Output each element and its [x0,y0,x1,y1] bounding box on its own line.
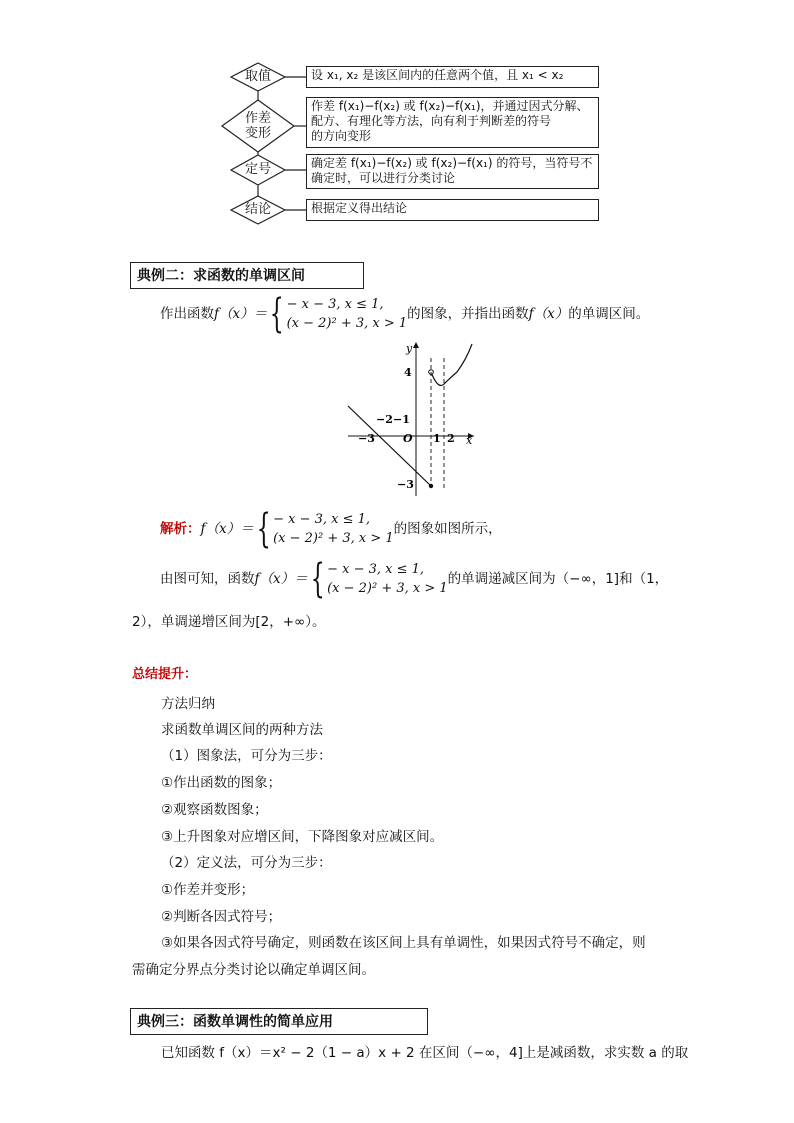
function-graph [340,338,480,498]
flow-step-label: 取值 [244,69,271,84]
case-line: (x − 2)² + 3, x > 1 [327,581,448,596]
case-line: (x − 2)² + 3, x > 1 [273,531,394,546]
summary-line: ②观察函数图象； [161,802,268,818]
summary-line: ③如果各因式符号确定，则函数在该区间上具有单调性，如果因式符号不确定，则 [161,935,646,951]
flow-step-box [306,97,599,148]
summary-line: ①作差并变形； [161,882,255,898]
section-heading: 典例二：求函数的单调区间 [130,262,364,289]
tick-label: −1 [393,413,410,426]
flow-step-label: 变形 [244,126,271,141]
summary-heading: 总结提升： [132,667,198,682]
summary-line: ③上升图象对应增区间，下降图象对应减区间。 [161,829,444,845]
conclusion-line-2: 2），单调递增区间为[2，+∞）。 [132,614,326,630]
flow-step-box [306,66,599,88]
origin-label: O [403,432,413,445]
example3-text: 已知函数 f（x）＝x² − 2（1 − a）x + 2 在区间（−∞，4]上是减函数，求实数 a 的取 [161,1045,689,1061]
function-notation: f（x） [528,306,569,322]
piecewise-cases [327,560,448,598]
piecewise-cases [287,295,408,333]
flow-step-text: 根据定义得出结论 [311,201,408,215]
brace-symbol: { [310,556,325,602]
analysis-line [160,507,502,551]
piecewise-function [308,556,448,602]
prompt-text: 的单调区间。 [568,306,650,322]
tick-label: 4 [404,366,412,379]
summary-line: ①作出函数的图象； [161,775,282,791]
summary-line: 需确定分界点分类讨论以确定单调区间。 [132,962,375,978]
flow-step-text: 设 x₁, x₂ 是该区间内的任意两个值，且 x₁ < x₂ [311,68,564,82]
brace-symbol: { [256,506,271,552]
flow-step-text: 的方向变形 [311,129,372,143]
flow-step-text: 配方、有理化等方法，向有利于判断差的符号 [311,114,552,128]
function-notation: f（x）＝ [200,521,254,537]
case-line: − x − 3, x ≤ 1, [273,512,371,527]
flow-step-box [306,154,599,189]
tick-label: −2 [376,413,393,426]
summary-line: （2）定义法，可分为三步： [161,855,332,871]
conclusion-text: 由图可知，函数 [160,571,255,587]
y-axis-label: y [406,342,413,355]
tick-label: 1 [433,432,441,445]
tick-label: −3 [358,432,375,445]
tick-label: −3 [397,478,414,491]
analysis-label: 解析： [160,521,201,537]
piecewise-function [267,291,408,337]
summary-line: 方法归纳 [161,696,215,712]
example2-prompt [160,292,649,336]
brace-symbol: { [269,291,284,337]
case-line: − x − 3, x ≤ 1, [327,562,425,577]
flow-step-label: 结论 [244,202,271,217]
function-notation: f（x）＝ [214,306,268,322]
summary-line: 求函数单调区间的两种方法 [161,722,323,738]
prompt-text: 的图象，并指出函数 [407,306,529,322]
flow-step-text: 确定时，可以进行分类讨论 [311,171,456,185]
flow-step-box [306,199,599,221]
y-axis-arrow [413,342,419,348]
conclusion-line [160,557,668,601]
flow-step-label: 定号 [244,162,271,177]
flow-step-text: 确定差 f(x₁)−f(x₂) 或 f(x₂)−f(x₁) 的符号，当符号不 [311,156,593,170]
case-line: (x − 2)² + 3, x > 1 [286,316,408,331]
section-heading: 典例三：函数单调性的简单应用 [130,1008,428,1035]
summary-line: ②判断各因式符号； [161,909,282,925]
parabola-branch [431,344,472,386]
flow-step-text: 作差 f(x₁)−f(x₂) 或 f(x₂)−f(x₁)，并通过因式分解、 [311,99,589,113]
piecewise-cases [273,510,394,548]
tick-label: 2 [447,432,455,445]
summary-line: （1）图象法，可分为三步： [161,748,332,764]
function-notation: f（x）＝ [254,571,308,587]
piecewise-function [254,506,394,552]
analysis-text: 的图象如图所示， [393,521,502,537]
prompt-text: 作出函数 [160,306,214,322]
case-line: − x − 3, x ≤ 1, [286,297,384,312]
flow-step-label: 作差 [244,111,271,126]
x-axis-label: x [466,434,473,447]
conclusion-text: 的单调递减区间为（−∞，1]和（1， [447,571,669,587]
